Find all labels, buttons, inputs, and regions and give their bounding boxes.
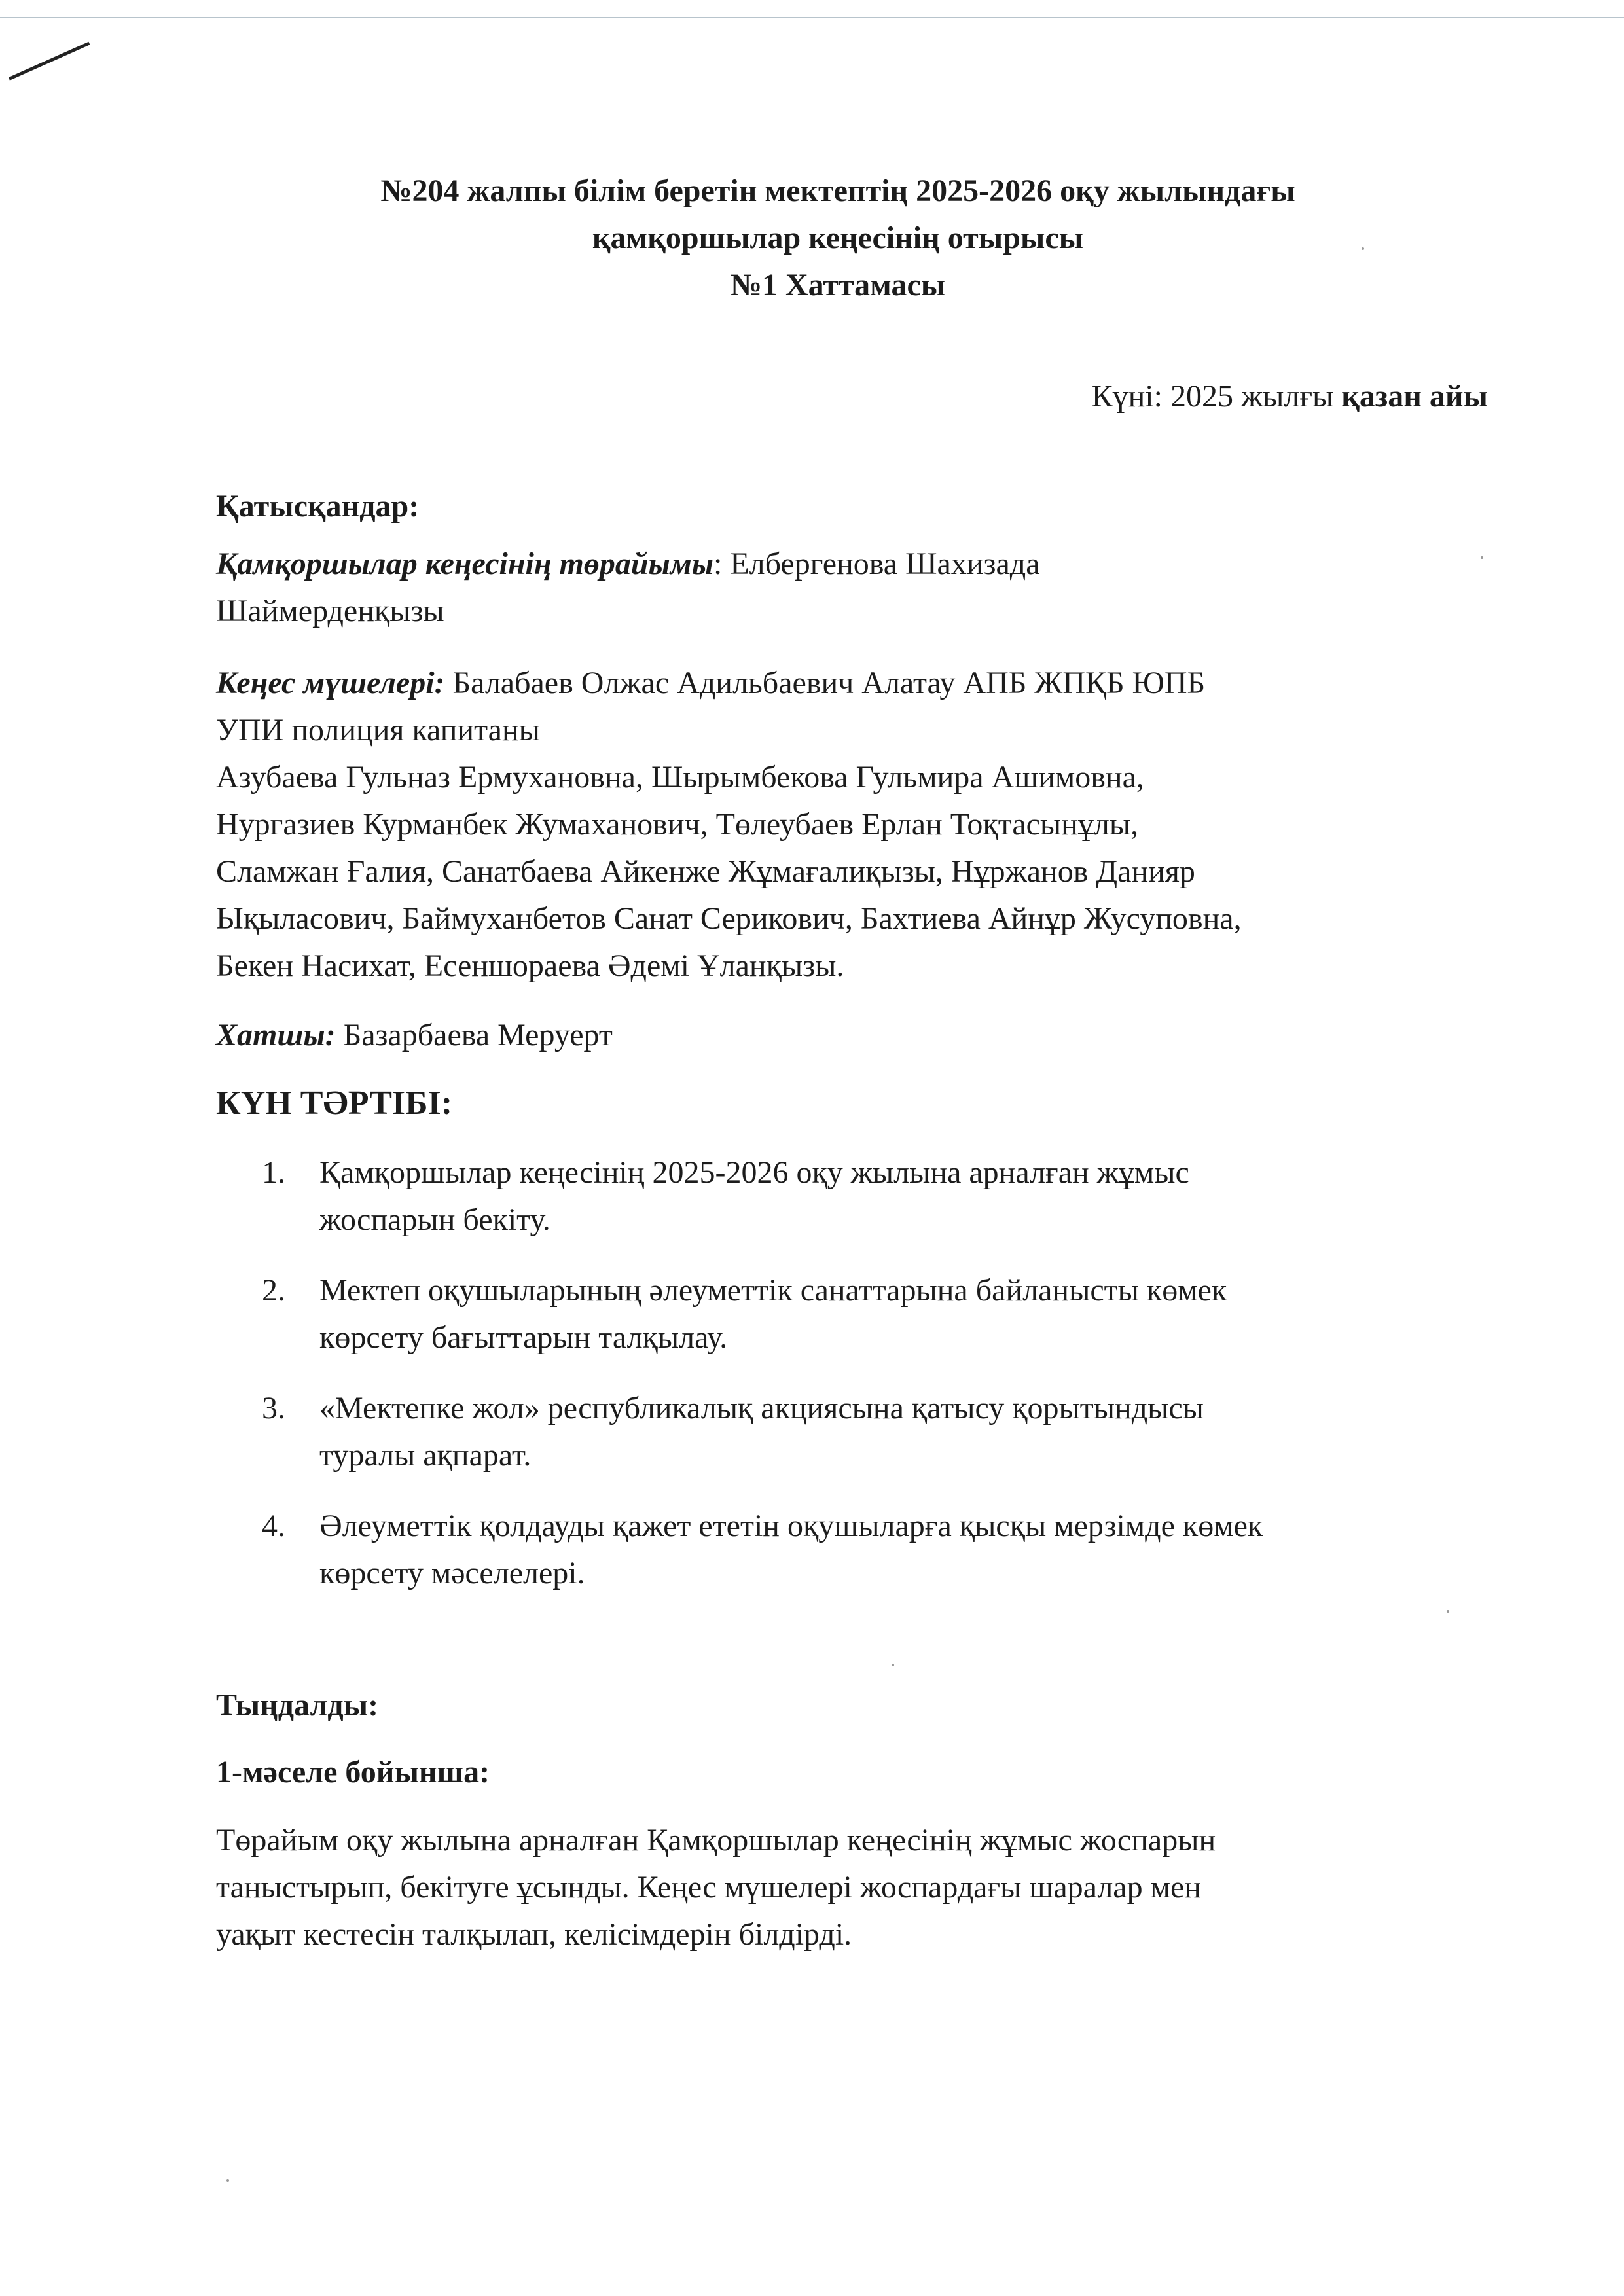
agenda-item-text: көрсету мәселелері.	[319, 1556, 585, 1590]
members-line: Балабаев Олжас Адильбаевич Алатау АПБ ЖПҚБ ЮПБ	[444, 666, 1206, 700]
document-title	[196, 168, 1479, 309]
agenda-item-text: жоспарын бекіту.	[319, 1202, 550, 1237]
chair-label: Қамқоршылар кеңесінің төрайымы	[216, 547, 714, 581]
agenda-item	[262, 1267, 1492, 1361]
agenda-item	[262, 1503, 1492, 1597]
scan-speck	[1481, 556, 1483, 559]
members-line: УПИ полиция капитаны	[216, 713, 540, 747]
issue1-heading: 1-мәселе бойынша:	[216, 1755, 490, 1789]
members-line: Бекен Насихат, Есеншораева Әдемі Ұланқызы.	[216, 948, 844, 983]
members-line: Нургазиев Курманбек Жумаханович, Төлеубаев Ерлан Тоқтасынұлы,	[216, 807, 1139, 842]
members-line: Ықыласович, Баймуханбетов Санат Серикович, Бахтиева Айнұр Жусуповна,	[216, 901, 1242, 936]
scan-speck	[892, 1664, 894, 1666]
scan-speck	[1447, 1610, 1449, 1613]
scan-speck	[1362, 247, 1364, 250]
issue1-paragraph	[216, 1817, 1499, 1958]
chair-name-continued: Шаймерденқызы	[216, 594, 444, 628]
agenda-item-number: 1.	[262, 1155, 285, 1190]
agenda-item	[262, 1385, 1492, 1479]
agenda-item-number: 4.	[262, 1509, 285, 1543]
agenda-item-number: 2.	[262, 1273, 285, 1308]
scan-top-edge	[0, 17, 1624, 18]
agenda-item-number: 3.	[262, 1391, 285, 1426]
secretary-label: Хатшы:	[216, 1018, 336, 1052]
chair-name: : Елбергенова Шахизада	[713, 547, 1040, 581]
agenda-list	[262, 1149, 1492, 1621]
chair-section	[216, 541, 1499, 635]
paragraph-line: Төрайым оқу жылына арналған Қамқоршылар кеңесінің жұмыс жоспарын	[216, 1823, 1216, 1857]
agenda-heading: КҮН ТӘРТІБІ:	[216, 1085, 453, 1122]
agenda-item-text: Қамқоршылар кеңесінің 2025-2026 оқу жылына арналған жұмыс	[319, 1155, 1189, 1190]
secretary-name: Базарбаева Меруерт	[335, 1018, 613, 1052]
date-label: Күні: 2025 жылғы	[1091, 379, 1342, 414]
agenda-item-text: туралы ақпарат.	[319, 1438, 532, 1473]
paragraph-line: уақыт кестесін талқылап, келісімдерін білдірді.	[216, 1917, 852, 1952]
members-line: Азубаева Гульназ Ермухановна, Шырымбекова Гульмира Ашимовна,	[216, 760, 1144, 795]
scan-speck	[226, 2179, 229, 2182]
title-line: қамқоршылар кеңесінің отырысы	[592, 221, 1084, 255]
meeting-date	[1092, 378, 1488, 414]
date-value: қазан айы	[1341, 379, 1488, 414]
agenda-item-text: Мектеп оқушыларының әлеуметтік санаттарына байланысты көмек	[319, 1273, 1227, 1308]
secretary-section	[216, 1012, 1499, 1059]
agenda-item-text: «Мектепке жол» республикалық акциясына қатысу қорытындысы	[319, 1391, 1204, 1426]
agenda-item-text: Әлеуметтік қолдауды қажет ететін оқушыларға қысқы мерзімде көмек	[319, 1509, 1263, 1543]
title-line: №1 Хаттамасы	[730, 268, 946, 302]
heard-heading: Тыңдалды:	[216, 1688, 379, 1723]
agenda-item-text: көрсету бағыттарын талқылау.	[319, 1320, 728, 1355]
title-line: №204 жалпы білім беретін мектептің 2025-2026 оқу жылындағы	[380, 173, 1295, 208]
members-section	[216, 660, 1499, 990]
paragraph-line: таныстырып, бекітуге ұсынды. Кеңес мүшелері жоспардағы шаралар мен	[216, 1870, 1201, 1905]
members-line: Сламжан Ғалия, Санатбаева Айкенже Жұмағалиқызы, Нұржанов Данияр	[216, 854, 1195, 889]
pen-mark	[9, 42, 90, 81]
members-label: Кеңес мүшелері:	[216, 666, 445, 700]
agenda-item	[262, 1149, 1492, 1244]
participants-heading: Қатысқандар:	[216, 489, 420, 524]
